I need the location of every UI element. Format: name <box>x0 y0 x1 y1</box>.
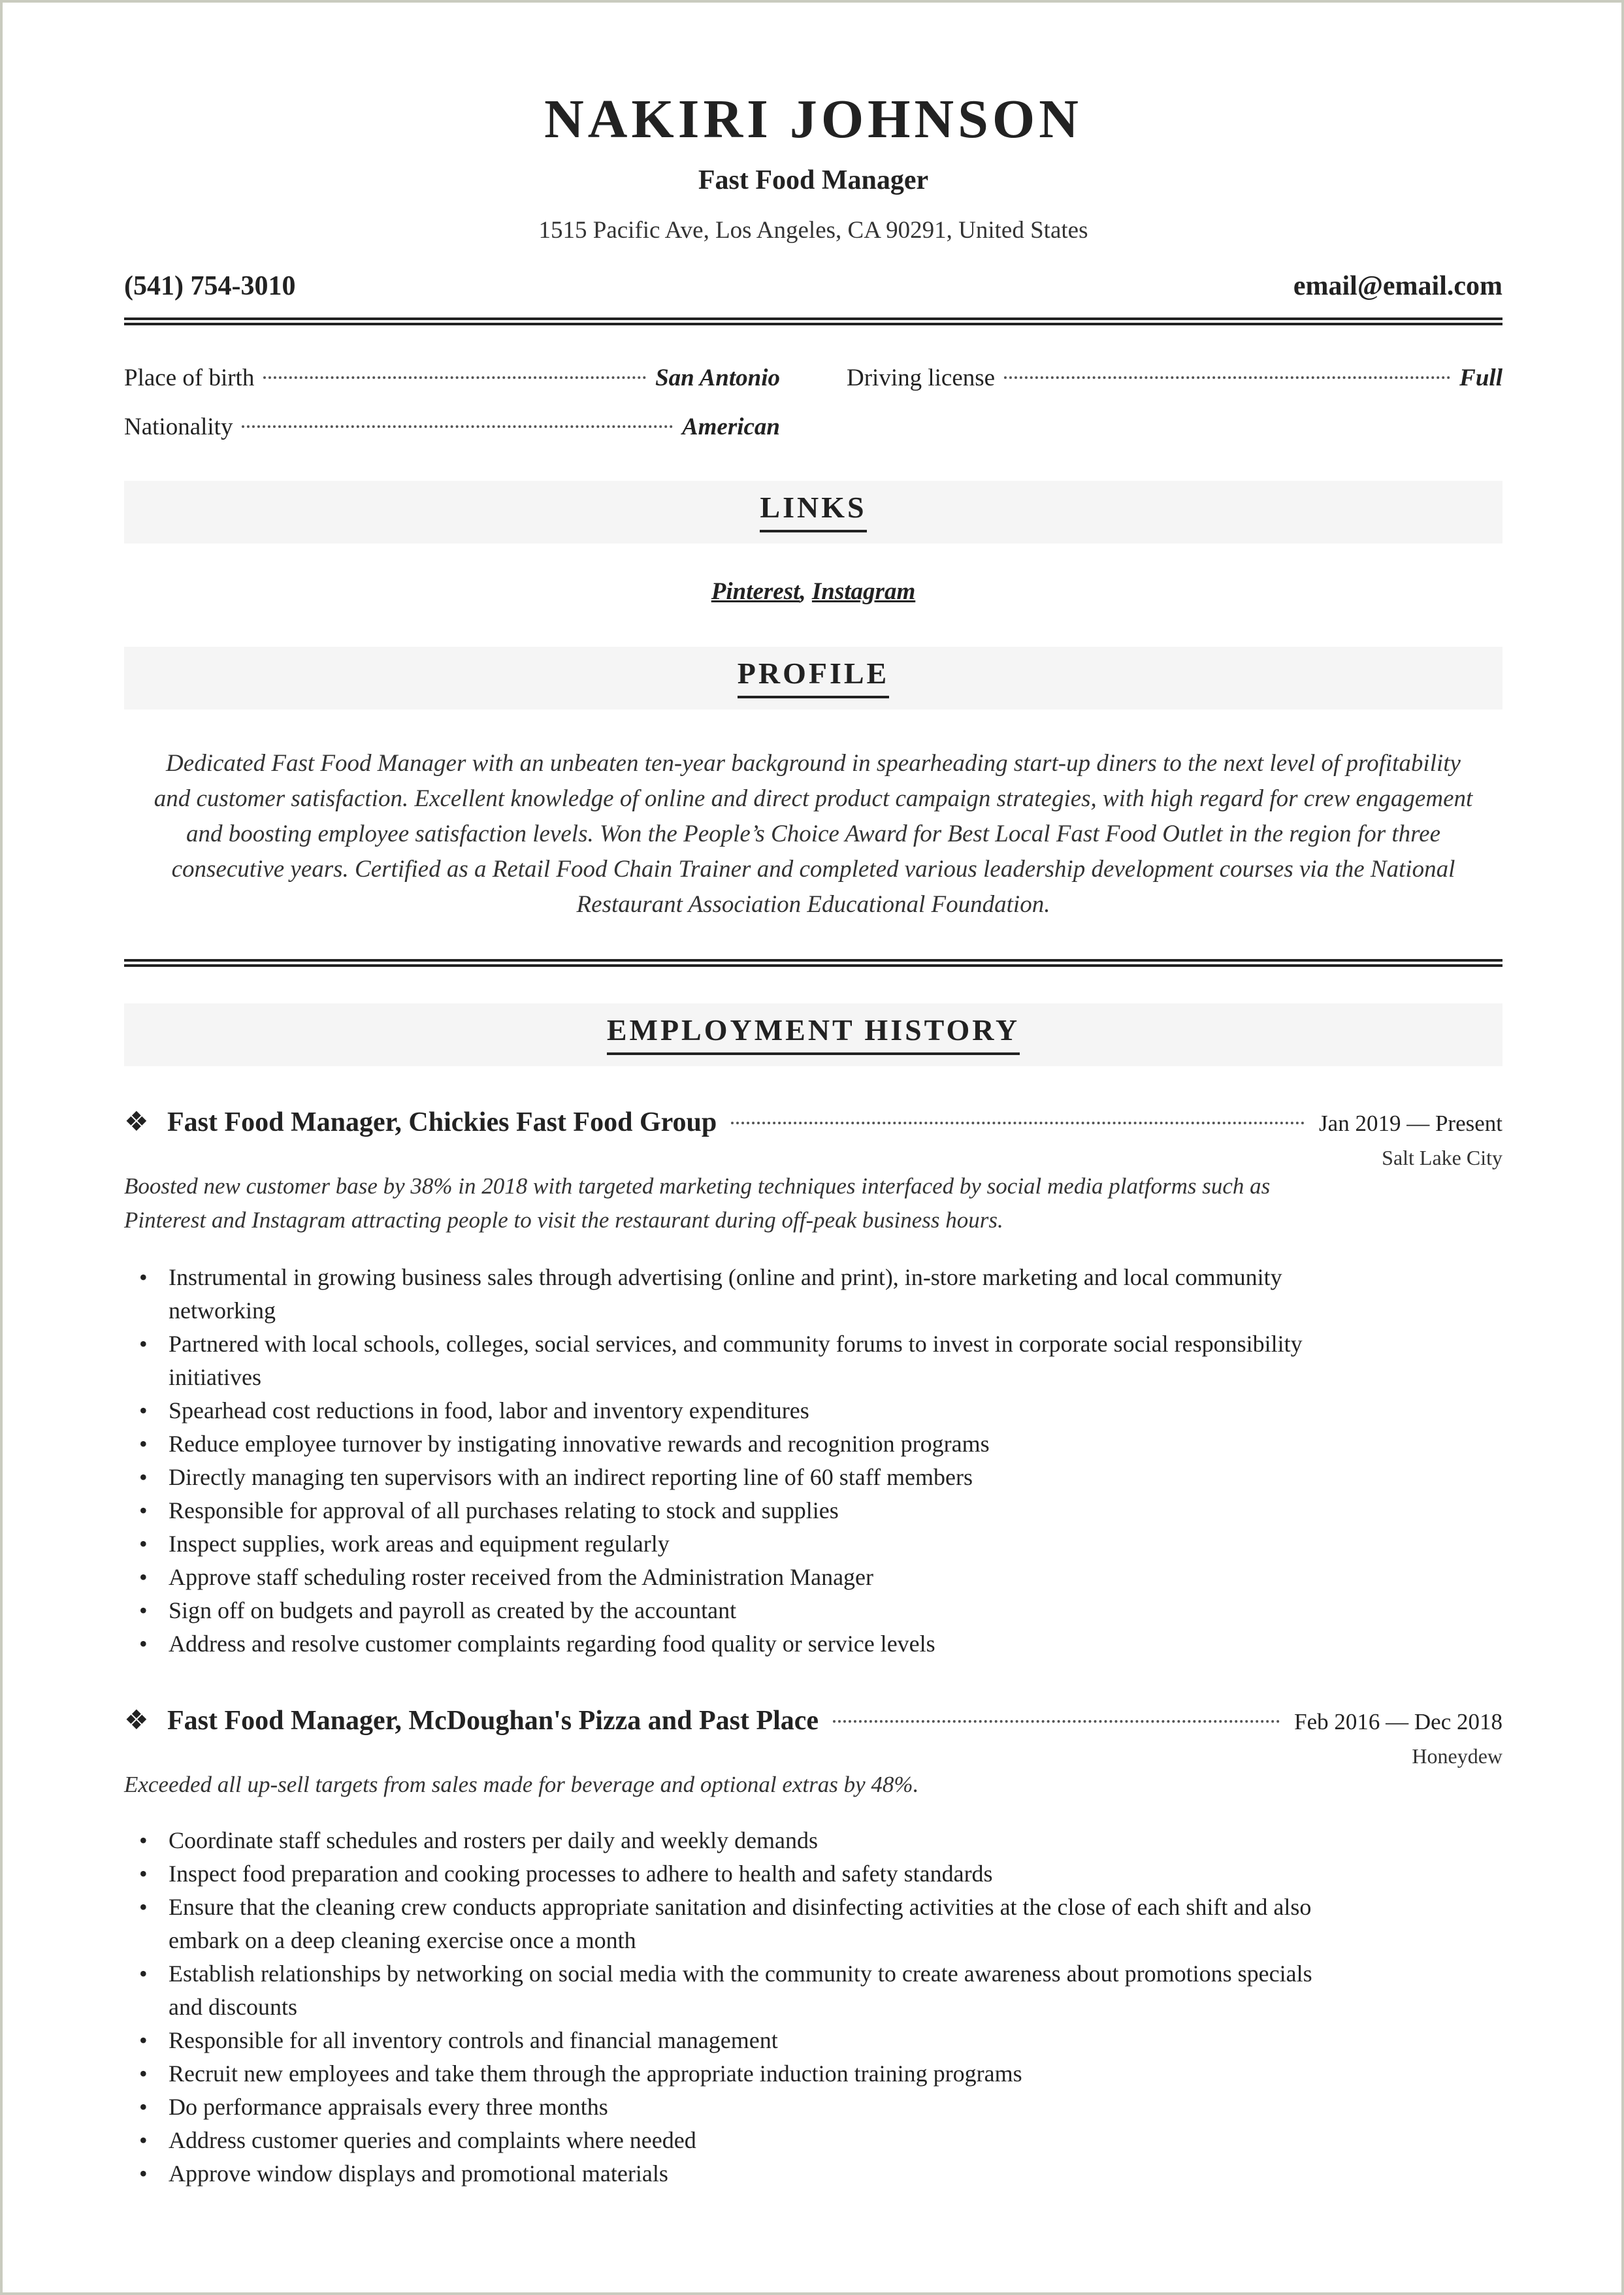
four-diamond-icon: ❖ <box>124 1706 149 1736</box>
job-heading <box>124 1704 1502 1740</box>
job-summary: Exceeded all up-sell targets from sales made for beverage and optional extras by 48%. <box>124 1772 919 1797</box>
list-item: • Address and resolve customer complaints regarding food quality or service levels <box>169 1627 1325 1661</box>
list-item: • Establish relationships by networking on social media with the community to create awareness about promotions specials and discounts <box>169 1957 1325 2024</box>
detail-label: Nationality <box>124 414 233 440</box>
email-address: email@email.com <box>1293 271 1502 301</box>
link-instagram[interactable]: Instagram <box>811 578 916 605</box>
job-city: Honeydew <box>1412 1744 1502 1768</box>
list-item: • Reduce employee turnover by instigating innovative rewards and recognition programs <box>169 1427 1325 1461</box>
list-item: • Directly managing ten supervisors with an indirect reporting line of 60 staff members <box>169 1461 1325 1494</box>
list-item: • Approve window displays and promotional materials <box>169 2157 1325 2190</box>
list-item: • Responsible for all inventory controls and financial management <box>169 2024 1325 2057</box>
list-item: • Approve staff scheduling roster received from the Administration Manager <box>169 1561 1325 1594</box>
link-separator: , <box>800 578 812 605</box>
dot-leader <box>833 1720 1280 1723</box>
detail-place-of-birth <box>124 364 780 397</box>
profile-section-header <box>124 647 1502 709</box>
list-item: • Responsible for approval of all purchases relating to stock and supplies <box>169 1494 1325 1527</box>
resume-page <box>3 3 1621 2292</box>
detail-label: Place of birth <box>124 365 255 391</box>
profile-text: Dedicated Fast Food Manager with an unbeaten ten-year background in spearheading start-up diners to the next level of profitability and customer satisfaction. Excellent knowledge of online and direct product campaign strategies, with high regard for crew engagement and boosting employee satisfaction levels. Won the People’s Choice Award for Best Local Fast Food Outlet in the region for three consecutive years. Certified as a Retail Food Chain Trainer and completed various leadership development courses via the National Restaurant Association Educational Foundation. <box>154 750 1473 918</box>
detail-nationality <box>124 413 780 446</box>
dot-leader <box>731 1122 1305 1124</box>
dot-leader <box>263 376 646 379</box>
profile-divider <box>124 959 1502 967</box>
list-item: • Do performance appraisals every three months <box>169 2091 1325 2124</box>
job-heading <box>124 1105 1502 1142</box>
list-item: • Ensure that the cleaning crew conducts appropriate sanitation and disinfecting activities at the close of each shift and also embark on a deep cleaning exercise once a month <box>169 1891 1325 1957</box>
dot-leader <box>242 425 672 428</box>
employment-section-header <box>124 1003 1502 1066</box>
candidate-name: NAKIRI JOHNSON <box>544 89 1082 150</box>
links-heading: LINKS <box>760 490 866 532</box>
job-title: Fast Food Manager, Chickies Fast Food Group <box>167 1107 717 1137</box>
job-bullets <box>124 1824 1325 2190</box>
detail-value: Full <box>1459 365 1502 391</box>
four-diamond-icon: ❖ <box>124 1107 149 1137</box>
list-item: • Instrumental in growing business sales through advertising (online and print), in-store marketing and local community networking <box>169 1261 1325 1327</box>
link-pinterest[interactable]: Pinterest <box>711 578 800 605</box>
job-dates: Jan 2019 — Present <box>1319 1111 1502 1136</box>
detail-driving-license <box>847 364 1502 397</box>
detail-value: San Antonio <box>655 365 780 391</box>
job-title: Fast Food Manager, McDoughan's Pizza and Past Place <box>167 1706 819 1736</box>
job-summary: Boosted new customer base by 38% in 2018 with targeted marketing techniques interfaced by social media platforms such as Pinterest and Instagram attracting people to visit the restaurant during off-peak business hours. <box>124 1173 1271 1233</box>
links-section-header <box>124 481 1502 544</box>
list-item: • Address customer queries and complaints where needed <box>169 2124 1325 2157</box>
detail-label: Driving license <box>847 365 996 391</box>
list-item: • Inspect supplies, work areas and equipment regularly <box>169 1527 1325 1561</box>
employment-heading: EMPLOYMENT HISTORY <box>607 1013 1020 1055</box>
job-bullets <box>124 1261 1325 1661</box>
links-list <box>124 578 1502 606</box>
job-dates: Feb 2016 — Dec 2018 <box>1294 1709 1502 1734</box>
profile-heading: PROFILE <box>738 656 889 698</box>
detail-value: American <box>681 414 780 440</box>
list-item: • Recruit new employees and take them through the appropriate induction training programs <box>169 2057 1325 2091</box>
candidate-address: 1515 Pacific Ave, Los Angeles, CA 90291, United States <box>538 217 1088 244</box>
candidate-title: Fast Food Manager <box>698 165 929 195</box>
header-divider <box>124 317 1502 325</box>
list-item: • Sign off on budgets and payroll as created by the accountant <box>169 1594 1325 1627</box>
list-item: • Inspect food preparation and cooking processes to adhere to health and safety standards <box>169 1857 1325 1891</box>
list-item: • Coordinate staff schedules and rosters per daily and weekly demands <box>169 1824 1325 1857</box>
list-item: • Spearhead cost reductions in food, labor and inventory expenditures <box>169 1394 1325 1427</box>
job-city: Salt Lake City <box>1382 1146 1502 1169</box>
dot-leader <box>1004 376 1450 379</box>
phone-number: (541) 754-3010 <box>124 271 296 301</box>
list-item: • Partnered with local schools, colleges, social services, and community forums to invest in corporate social responsibility initiatives <box>169 1327 1325 1394</box>
